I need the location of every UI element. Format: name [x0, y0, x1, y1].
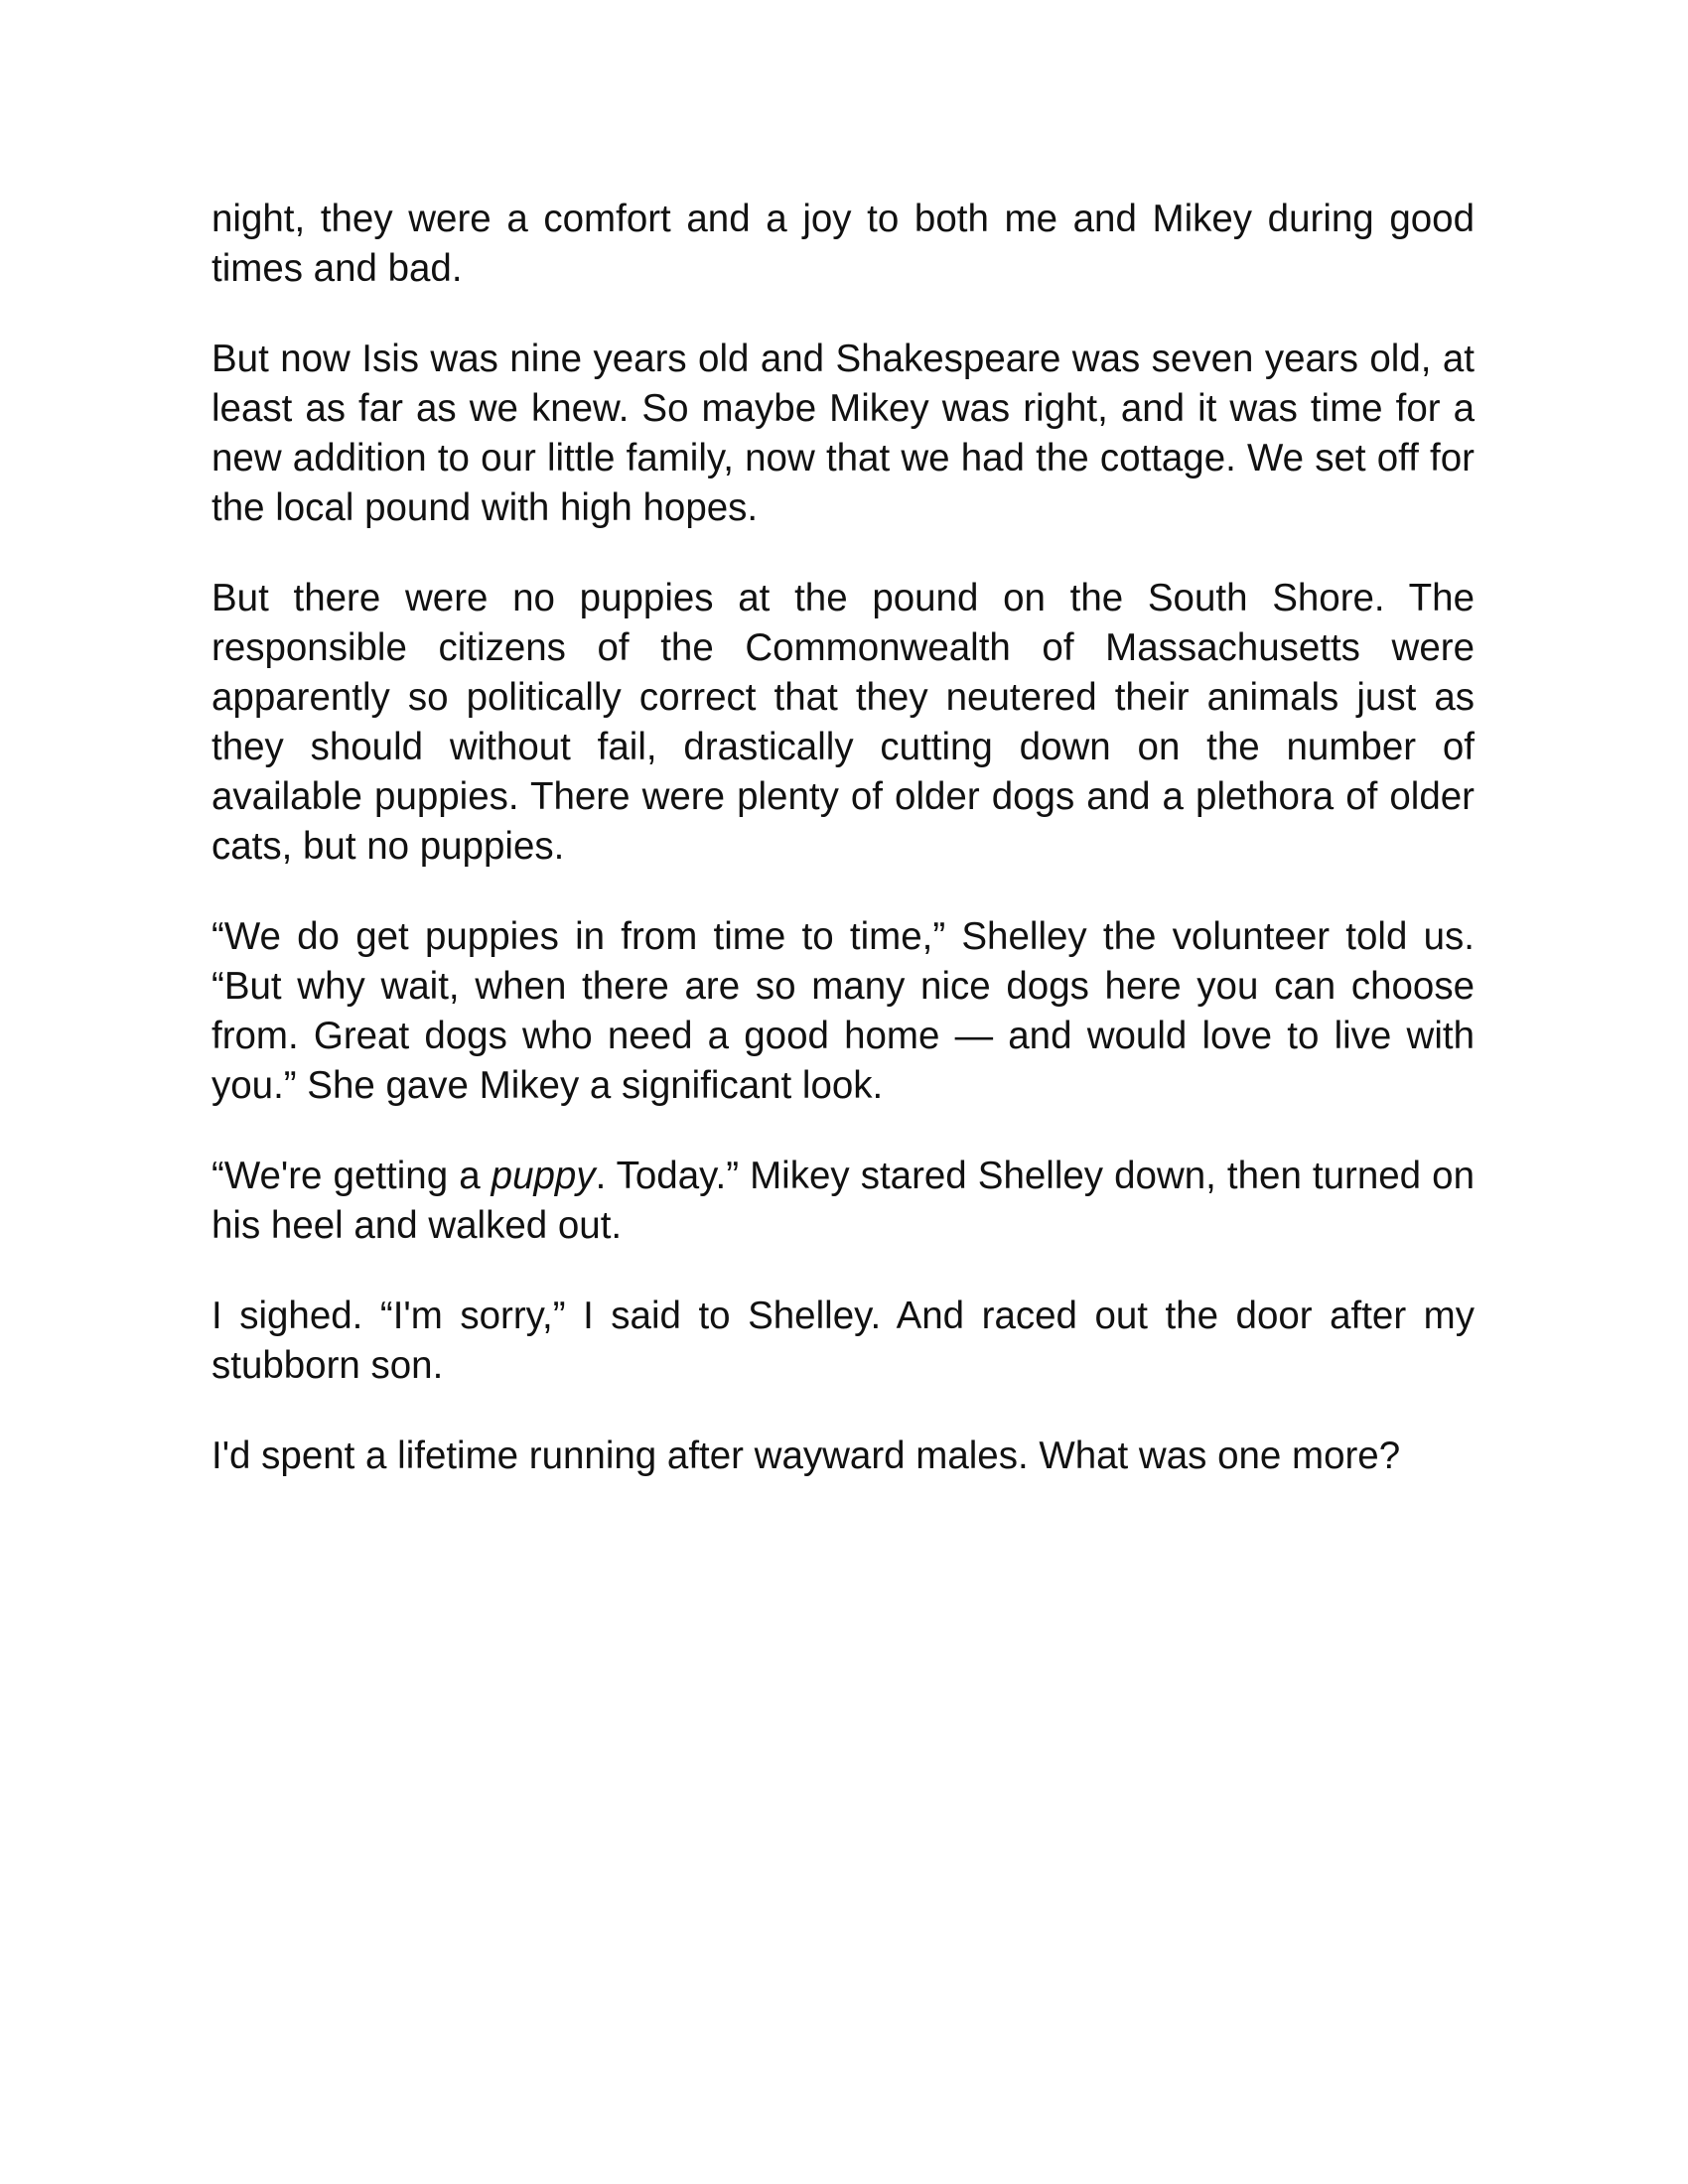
paragraph-1: night, they were a comfort and a joy to both me and Mikey during good times and bad.	[211, 198, 1475, 290]
paragraph-5-start: “We're getting a	[211, 1155, 492, 1197]
emphasized-word: puppy	[491, 1155, 596, 1197]
paragraph-4: “We do get puppies in from time to time,” Shelley the volunteer told us. “But why wait, when there are so many nice dogs here you can choose from. Great dogs who need a good home — and would love to live with you.” She gave Mikey a significant look.	[211, 915, 1475, 1107]
paragraph-2: But now Isis was nine years old and Shakespeare was seven years old, at least as far as we knew. So maybe Mikey was right, and it was time for a new addition to our little family, now that we had the cottage. We set off for the local pound with high hopes.	[211, 338, 1475, 529]
paragraph-3: But there were no puppies at the pound on the South Shore. The responsible citizens of the Commonwealth of Massachusetts were apparently so politically correct that they neutered their animals just as they should without fail, drastically cutting down on the number of available puppies. There were plenty of older dogs and a plethora of older cats, but no puppies.	[211, 577, 1475, 868]
body-text	[211, 195, 1475, 1522]
paragraph-7: I'd spent a lifetime running after wayward males. What was one more?	[211, 1434, 1401, 1477]
paragraph-5-end: . Today.” Mikey stared Shelley down, then turned on his heel and walked out.	[211, 1155, 1475, 1247]
paragraph-5	[211, 1152, 1475, 1251]
paragraph-6: I sighed. “I'm sorry,” I said to Shelley. And raced out the door after my stubborn son.	[211, 1295, 1475, 1387]
